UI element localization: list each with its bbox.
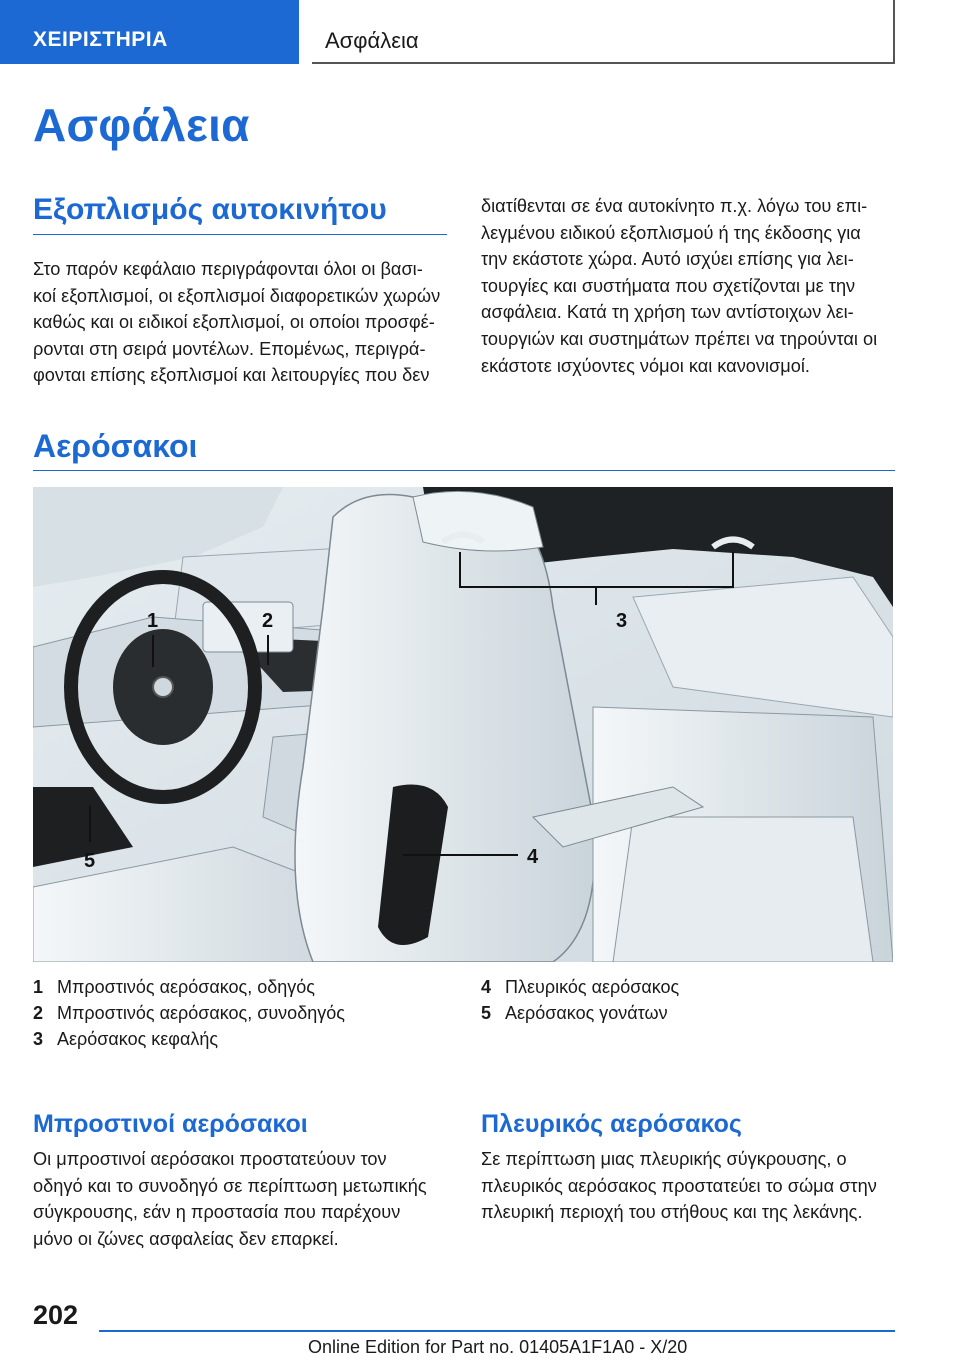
equipment-rule (33, 234, 447, 235)
equipment-line: ασφάλεια. Κατά τη χρήση των αντίστοιχων λει- (481, 302, 854, 323)
front-airbags-heading: Μπροστινοί αερόσακοι (33, 1110, 308, 1138)
legend-text: Πλευρικός αερόσακος (505, 977, 680, 997)
side-airbag-line: πλευρική περιοχή του στήθους και της λεκάνης. (481, 1202, 863, 1223)
page-title: Ασφάλεια (33, 99, 250, 151)
equipment-heading: Εξοπλισμός αυτοκινήτου (33, 193, 387, 226)
legend-item (481, 974, 679, 1000)
equipment-line: ρονται στη σειρά μοντέλων. Επομένως, περιγρά- (33, 338, 426, 359)
car-interior-drawing (33, 487, 893, 962)
footer-edition: Online Edition for Part no. 01405A1F1A0 - X/20 (308, 1337, 688, 1357)
legend-text: Αερόσακος γονάτων (505, 1003, 668, 1023)
legend-number: 5 (481, 1003, 492, 1023)
side-airbag-text (481, 1146, 895, 1226)
legend-number: 1 (33, 977, 44, 997)
equipment-line: τουργίες και συστήματα που σχετίζονται με την (481, 275, 856, 296)
front-airbags-line: μόνο οι ζώνες ασφαλείας δεν επαρκεί. (33, 1228, 339, 1249)
legend-item (33, 1026, 345, 1052)
callout-2: 2 (262, 610, 274, 632)
header-chapter-tab (312, 0, 895, 64)
airbag-legend-left (33, 974, 345, 1052)
legend-text: Αερόσακος κεφαλής (57, 1029, 219, 1049)
equipment-line: τουργιών και συστημάτων πρέπει να τηρούνται οι (481, 328, 878, 349)
footer-rule (99, 1330, 895, 1332)
header-section-label: ΧΕΙΡΙΣΤΗΡΙΑ (33, 28, 168, 51)
legend-number: 4 (481, 977, 492, 997)
airbag-legend-right (481, 974, 679, 1026)
legend-text: Μπροστινός αερόσακος, οδηγός (57, 977, 315, 997)
legend-number: 3 (33, 1029, 44, 1049)
airbags-heading: Αερόσακοι (33, 428, 198, 464)
legend-item (33, 974, 345, 1000)
front-airbags-line: σύγκρουσης, εάν η προστασία που παρέχουν (33, 1202, 401, 1223)
equipment-text-col2 (481, 193, 895, 379)
callout-1: 1 (147, 610, 159, 632)
side-airbag-line: πλευρικός αερόσακος προστατεύει το σώμα στην (481, 1175, 877, 1196)
header-chapter-label: Ασφάλεια (325, 28, 419, 53)
equipment-line: λεγμένου ειδικού εξοπλισμού ή της έκδοσης για (481, 222, 861, 243)
front-airbags-line: οδηγό και το συνοδηγό σε περίπτωση μετωπικής (33, 1175, 427, 1196)
side-airbag-line: Σε περίπτωση μιας πλευρικής σύγκρουσης, ο (481, 1149, 847, 1169)
legend-item (33, 1000, 345, 1026)
page-number: 202 (33, 1300, 79, 1330)
equipment-line: Στο παρόν κεφάλαιο περιγράφονται όλοι οι βασι- (33, 259, 423, 279)
airbags-rule (33, 470, 895, 471)
callout-4: 4 (527, 846, 539, 868)
header-section-tab (0, 0, 299, 64)
legend-item (481, 1000, 679, 1026)
legend-number: 2 (33, 1003, 44, 1023)
equipment-line: κοί εξοπλισμοί, οι εξοπλισμοί διαφορετικών χωρών (33, 285, 441, 306)
equipment-line: την εκάστοτε χώρα. Αυτό ισχύει επίσης για λει- (481, 249, 854, 270)
equipment-text-col1 (33, 256, 453, 389)
callout-5: 5 (84, 850, 96, 872)
side-airbag-heading: Πλευρικός αερόσακος (481, 1110, 742, 1138)
callout-3: 3 (616, 610, 628, 632)
equipment-line: εκάστοτε ισχύοντες νόμοι και κανονισμοί. (481, 355, 810, 376)
equipment-line: καθώς και οι ειδικοί εξοπλισμοί, οι οποίοι προσφέ- (33, 312, 435, 333)
airbag-illustration (33, 487, 893, 962)
legend-text: Μπροστινός αερόσακος, συνοδηγός (57, 1003, 345, 1023)
equipment-line: φονται επίσης εξοπλισμοί και λειτουργίες που δεν (33, 365, 430, 386)
equipment-line: διατίθενται σε ένα αυτοκίνητο π.χ. λόγω του επι- (481, 196, 868, 216)
front-airbags-line: Οι μπροστινοί αερόσακοι προστατεύουν τον (33, 1149, 387, 1169)
front-airbags-text (33, 1146, 453, 1252)
